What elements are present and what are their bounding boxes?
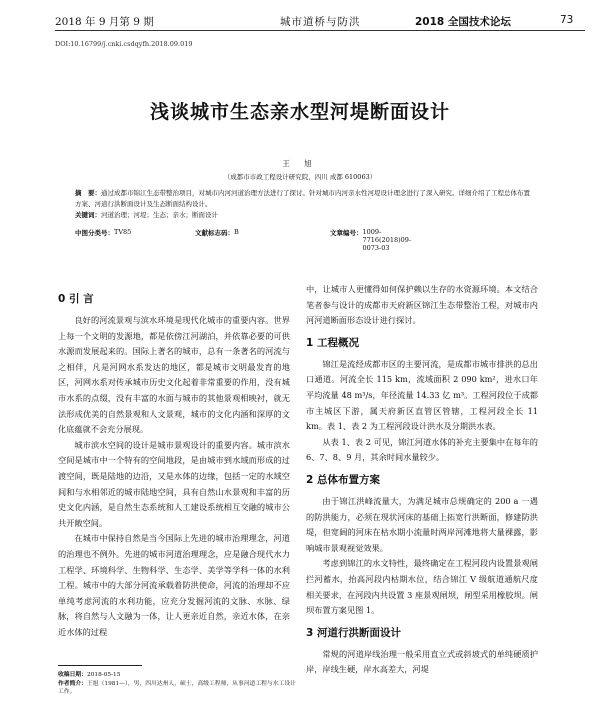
paragraph: 城市滨水空间的设计是城市景观设计的重要内容。城市滨水空间是城市中一个特有的空间地段，是由城市到水域而形成的过渡空间，既是陆地的边沿，又是水体的边缘，包括一定的水域空间和与水相邻近的城市陆地空间，具有自然山水景观和丰富的历史文化内涵，是自然生态系统和人工建设系统相互交融的城市公共开敞空间。 [58,439,290,528]
right-column [306,282,538,678]
paragraph: 在城市中保持自然是当今国际上先进的城市治理理念，河道的治理也不例外。先进的城市河道治理理念，应是融合现代水力工程学、环境科学、生物科学、生态学、美学等学科一体的水利工程。城市中的大部分河流承载着防洪使命，河流的治理却不应单纯考虑河流的水利功能，应充分发掘河流的文脉、水脉、绿脉，将自然与人文融为一体，让人更亲近自然，亲近水体，在亲近水体的过程 [58,533,290,637]
abstract-text: 通过成都市锦江生态带整治项目，对城市内河河道治理方法进行了探讨。针对城市内河亲水性河堤设计理念进行了深入研究。详细介绍了工程总体布置方案、河道行洪断面设计及生态断面结构设计。 [75,189,530,208]
footnote-rule [58,665,142,666]
left-column [58,285,290,640]
affiliation: （成都市市政工程设计研究院，四川 成都 610063） [223,173,377,181]
section-heading-0: 0 引 言 [58,293,94,305]
abstract-block [75,188,530,210]
paragraph: 锦江是流经成都市区的主要河流，是成都市城市排洪的总出口通道。河流全长 115 km，流域面积 2 090 km²，进水口年平均流量 48 m³/s，年径流量 14.33 亿 m³。工程河段位于成都市主城区下游，属天府新区直管区管辖，工程河段全长 11 km。表 1、表 2 为工程河段设计洪水及分期洪水表。 [306,358,538,432]
clc-label: 中图分类号： [75,229,114,237]
keywords-block [75,210,530,221]
paragraph-continued: 中，让城市人更懂得如何保护赖以生存的水资源环境。本文结合笔者参与设计的成都市天府新区锦江生态带整治工程，对城市内河河道断面形态设计进行探讨。 [306,284,538,326]
forum-name: 2018 全国技术论坛 [415,16,511,28]
journal-name: 城市道桥与防洪 [280,16,361,28]
doi: DOI:10.16799/j.cnki.csdqyfh.2018.09.019 [55,40,193,48]
received-date: 2018-05-15 [87,672,121,678]
received-label: 收稿日期： [58,672,87,678]
header-rule [55,30,585,31]
abstract [75,188,530,221]
keywords-label: 关键词： [75,211,101,219]
bio-label: 作者简介： [58,680,87,687]
issue-info: 2018 年 9 月第 9 期 [55,16,154,28]
paragraph: 良好的河流景观与滨水环境是现代化城市的重要内容。世界上每一个文明的发源地，都是依傍江河湖泊，并依靠必要的可供水源而发展起来的。国际上著名的城市，总有一条著名的河流与之相伴，凡是河网水系发达的地区，都是城市文明最发育的地区，河网水系对传承城市历史文化起着非常重要的作用，没有城市水系的点缀，没有丰富的水面与城市的其他景观相映衬，就无法形成优美的自然景观和人文景观，城市的文化内涵和深厚的文化底蕴就不会充分展现。 [58,315,290,435]
footnote [58,671,298,697]
section-heading-1: 1 工程概况 [306,336,359,349]
author: 王 旭 [282,159,318,168]
author-bio: 王旭（1981—），男，四川达州人，硕士，高级工程师，从事河道工程与水工设计工作。 [58,680,296,695]
article-no-value: 1009-7716(2018)09-0073-03 [362,228,412,252]
paragraph: 从表 1、表 2 可见，锦江河道水体的补充主要集中在每年的 6、7、8、9 月，其余时间水量较少。 [306,436,538,463]
paragraph: 考虑到锦江的水文特性，最终确定在工程河段内设置景观闸拦河蓄水，抬高河段内枯期水位，结合锦江 V 级航道通航尺度相关要求，在河段内共设置 3 座景观闸坝，闸型采用橡胶坝。闸坝布置方案见图 1。 [306,558,538,616]
paragraph: 由于锦江洪峰流量大，为满足城市总规确定的 200 a 一遇的防洪能力，必须在现状河床的基础上拓宽行洪断面，修建防洪堤，但宽阔的河床在枯水期小流量时两岸河滩地将大量裸露，影响城市景观视觉效果。 [306,495,538,553]
section-heading-2: 2 总体布置方案 [306,473,380,486]
page-number: 73 [560,14,574,26]
keywords-text: 河道治理；河堤；生态；亲水；断面设计 [101,211,218,219]
doc-code-label: 文献标志码： [195,229,234,237]
doc-code-value: B [234,228,239,236]
paper-title: 浅谈城市生态亲水型河堤断面设计 [149,101,450,123]
article-no-label: 文章编号： [330,229,363,237]
abstract-label: 摘 要： [75,189,101,197]
section-heading-3: 3 河道行洪断面设计 [306,626,401,639]
clc-value: TV85 [114,228,132,236]
paragraph: 常规的河道岸线治理一般采用直立式或斜坡式的单纯硬质护岸，岸线生硬，岸水高差大，河堤 [306,648,538,675]
